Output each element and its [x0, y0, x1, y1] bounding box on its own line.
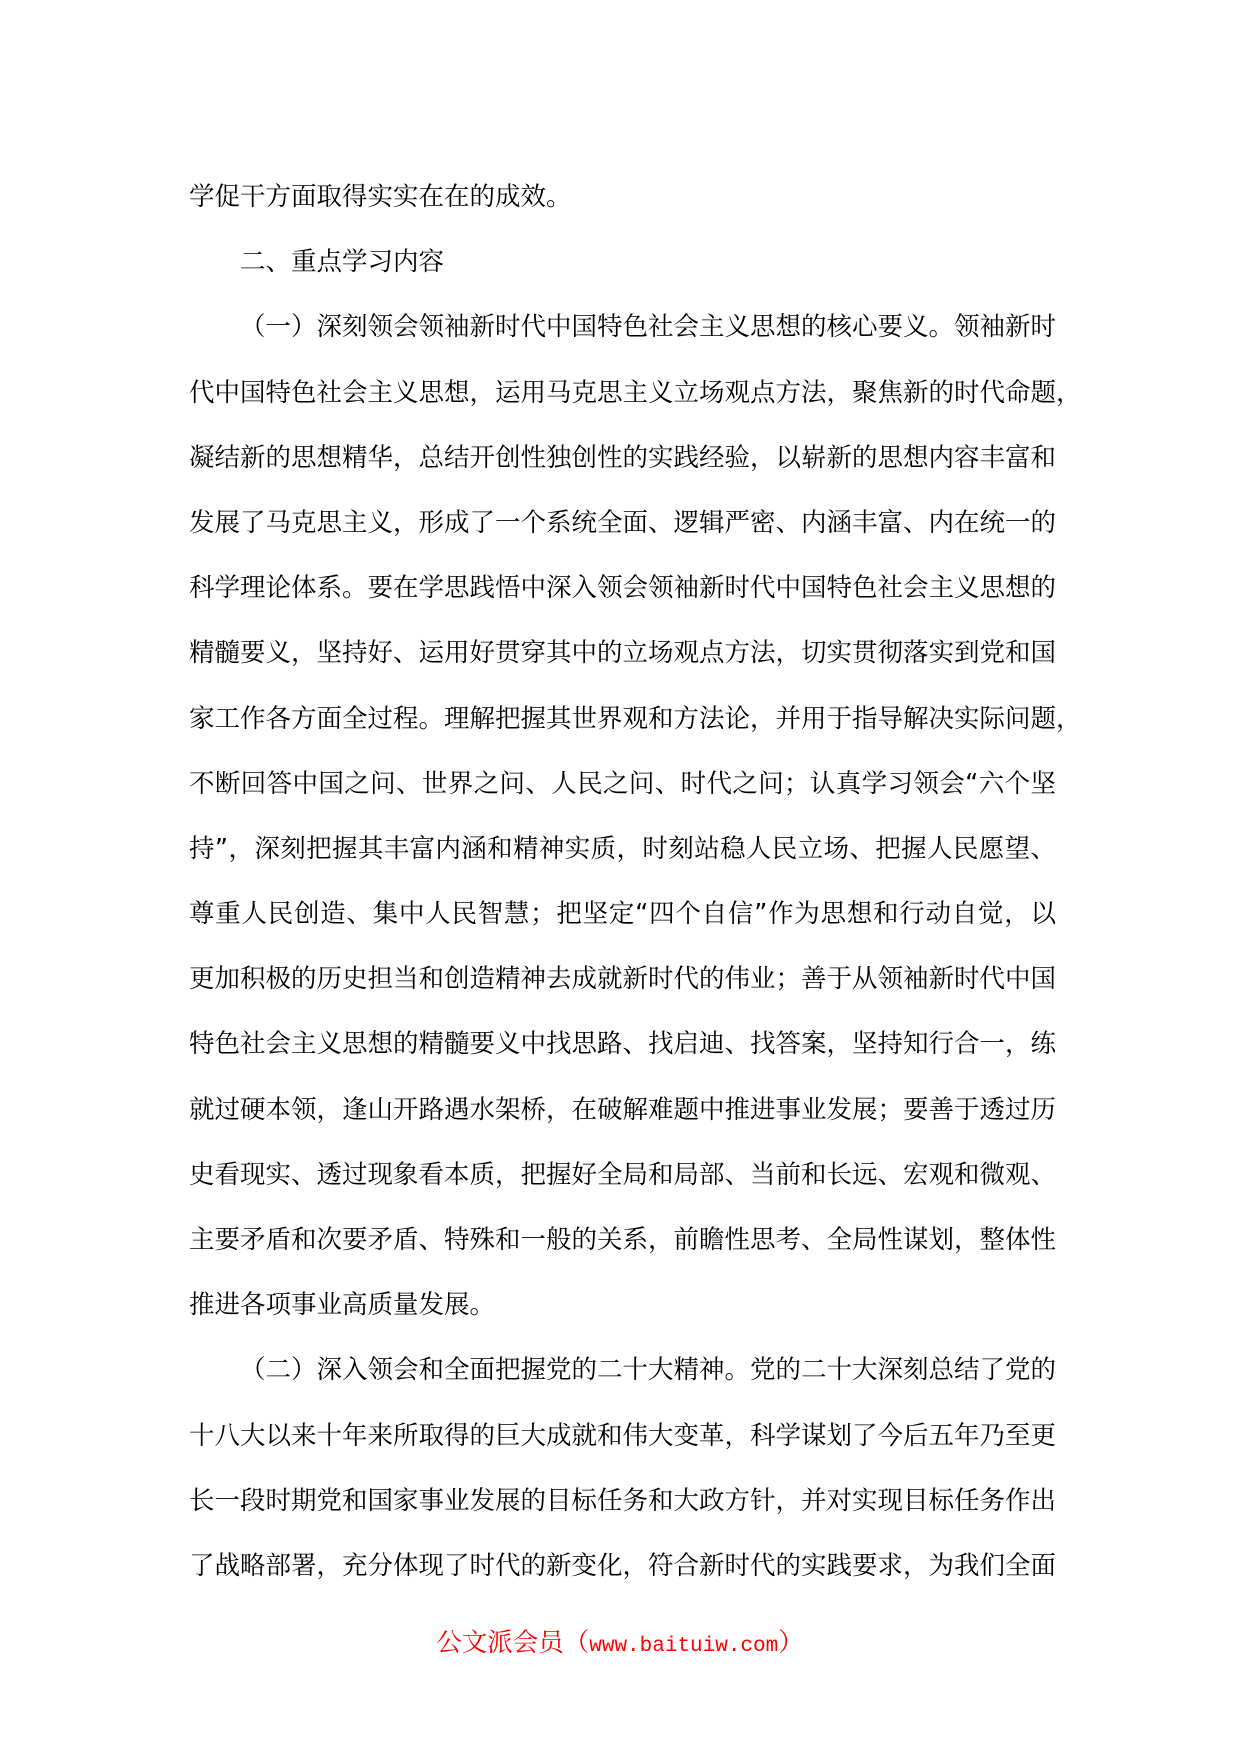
footer-brand: 公文派会员（: [436, 1628, 590, 1658]
text-line: 尊重人民创造、集中人民智慧；把坚定“四个自信”作为思想和行动自觉，以: [189, 899, 1056, 930]
text-line: 持”，深刻把握其丰富内涵和精神实质，时刻站稳人民立场、把握人民愿望、: [189, 833, 1056, 864]
text-line: 不断回答中国之问、世界之问、人民之问、时代之问；认真学习领会“六个坚: [189, 768, 1056, 799]
text-line: （二）深入领会和全面把握党的二十大精神。党的二十大深刻总结了党的: [240, 1355, 1057, 1386]
section-heading-text: 二、重点学习内容: [240, 247, 445, 278]
text-line: 十八大以来十年来所取得的巨大成就和伟大变革，科学谋划了今后五年乃至更: [189, 1420, 1057, 1451]
paragraph-item-2: [189, 1338, 1056, 1599]
footer-close-paren: ）: [778, 1628, 804, 1658]
footer-watermark: [0, 1622, 1240, 1664]
text-line: 长一段时期党和国家事业发展的目标任务和大政方针，并对实现目标任务作出: [189, 1485, 1057, 1516]
text-line: 就过硬本领，逢山开路遇水架桥，在破解难题中推进事业发展；要善于透过历: [189, 1094, 1057, 1125]
text-line: 科学理论体系。要在学思践悟中深入领会领袖新时代中国特色社会主义思想的: [189, 573, 1057, 604]
text-line: 推进各项事业高质量发展。: [189, 1290, 496, 1321]
document-body: [189, 165, 1082, 1599]
footer-url: www.baituiw.com: [589, 1635, 779, 1658]
text-line: 代中国特色社会主义思想，运用马克思主义立场观点方法，聚焦新的时代命题，: [189, 377, 1082, 408]
text-line: 家工作各方面全过程。理解把握其世界观和方法论，并用于指导解决实际问题，: [189, 703, 1082, 734]
text-line: 特色社会主义思想的精髓要义中找思路、找启迪、找答案，坚持知行合一，练: [189, 1029, 1057, 1060]
text-line: （一）深刻领会领袖新时代中国特色社会主义思想的核心要义。领袖新时: [240, 312, 1057, 343]
section-heading: [189, 230, 1056, 295]
paragraph-item-1: [189, 295, 1082, 1338]
text-line: 精髓要义，坚持好、运用好贯穿其中的立场观点方法，切实贯彻落实到党和国: [189, 638, 1057, 669]
text-line: 凝结新的思想精华，总结开创性独创性的实践经验，以崭新的思想内容丰富和: [189, 442, 1057, 473]
text-line: 学促干方面取得实实在在的成效。: [189, 182, 572, 212]
text-line: 主要矛盾和次要矛盾、特殊和一般的关系，前瞻性思考、全局性谋划，整体性: [189, 1225, 1057, 1255]
text-line: 史看现实、透过现象看本质，把握好全局和局部、当前和长远、宏观和微观、: [189, 1159, 1057, 1190]
text-line: 发展了马克思主义，形成了一个系统全面、逻辑严密、内涵丰富、内在统一的: [189, 507, 1057, 538]
paragraph-continuation: [189, 165, 1056, 230]
text-line: 更加积极的历史担当和创造精神去成就新时代的伟业；善于从领袖新时代中国: [189, 964, 1057, 995]
text-line: 了战略部署，充分体现了时代的新变化，符合新时代的实践要求，为我们全面: [189, 1550, 1057, 1581]
